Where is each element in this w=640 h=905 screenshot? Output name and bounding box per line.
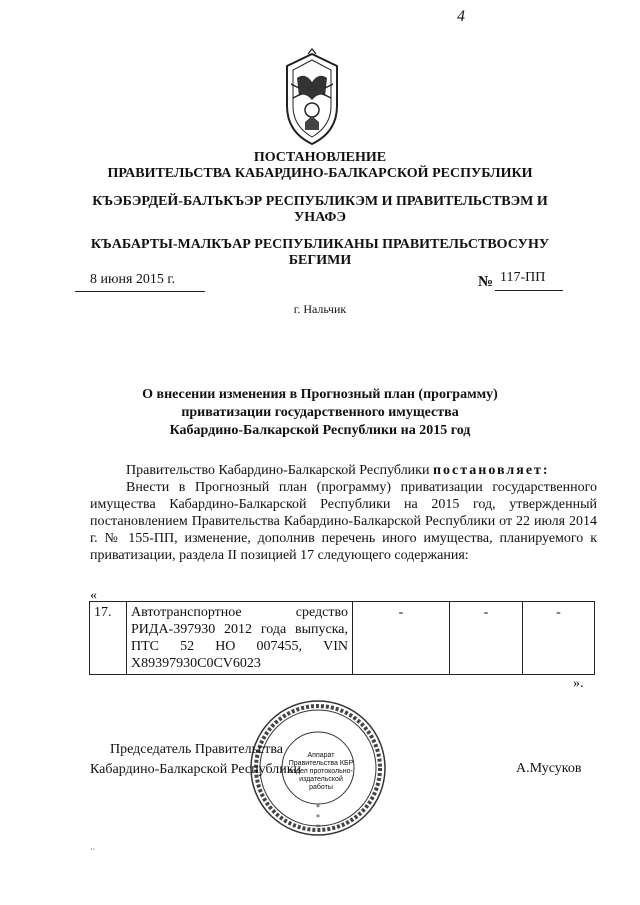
footer-mark: ·· xyxy=(90,845,96,854)
number-underline xyxy=(495,290,563,291)
cell-column-3: - xyxy=(353,602,450,675)
document-number: 117-ПП xyxy=(500,270,546,285)
paragraph-resolves-prefix: Правительство Кабардино-Балкарской Республики xyxy=(126,463,430,478)
title-line-balkar: КЪАБАРТЫ-МАЛКЪАР РЕСПУБЛИКАНЫ ПРАВИТЕЛЬСТВОСУНУ БЕГИМИ xyxy=(90,237,550,268)
svg-text:*: * xyxy=(316,803,320,812)
amendment-table xyxy=(89,601,595,675)
quote-open: « xyxy=(90,588,97,603)
signer-name: А.Мусуков xyxy=(516,761,582,776)
number-label: № xyxy=(478,274,494,290)
coat-of-arms-emblem xyxy=(275,48,349,148)
city: г. Нальчик xyxy=(293,302,347,316)
svg-text:*: * xyxy=(316,813,320,822)
cell-asset-name: Автотранспортное средство РИДА-397930 2012 года выпуска, ПТС 52 НО 007455, VIN X89397930C0CV6023 xyxy=(127,602,353,675)
cell-column-5: - xyxy=(523,602,595,675)
svg-text:*: * xyxy=(316,823,320,832)
subject-line-2: приватизации государственного имущества xyxy=(181,405,459,420)
paragraph-resolves-keyword: постановляет: xyxy=(432,463,550,478)
subject-line-1: О внесении изменения в Прогнозный план (программу) xyxy=(142,387,498,402)
paragraph-amendment: Внести в Прогнозный план (программу) приватизации государственного имущества Кабардино-Балкарской Республики на 2015 год, утвержденный постановлением Правительства Кабардино-Балкарской Республики от 22 июля 2014 г. № 155-ПП, изменение, дополнив перечень иного имущества, планируемого к приватизации, раздела II позицией 17 следующего содержания: xyxy=(90,480,597,563)
cell-column-4: - xyxy=(450,602,523,675)
signature-title-line-2: Кабардино-Балкарской Республики xyxy=(90,762,301,777)
table-row xyxy=(90,602,595,675)
page-number: 4 xyxy=(457,8,465,25)
document-date: 8 июня 2015 г. xyxy=(90,272,176,287)
title-line-2: ПРАВИТЕЛЬСТВА КАБАРДИНО-БАЛКАРСКОЙ РЕСПУБЛИКИ xyxy=(107,166,533,181)
title-line-kabardian: КЪЭБЭРДЕЙ-БАЛЪКЪЭР РЕСПУБЛИКЭМ И ПРАВИТЕЛЬСТВЭМ И УНАФЭ xyxy=(92,194,548,225)
title-line-1: ПОСТАНОВЛЕНИЕ xyxy=(253,150,387,165)
paragraph-resolves xyxy=(90,462,597,479)
seal-center-text: Аппарат Правительства КБР отдел протокольно-издательской работы xyxy=(288,752,354,791)
subject-line-3: Кабардино-Балкарской Республики на 2015 год xyxy=(169,423,471,438)
document-subject xyxy=(100,386,540,440)
cell-position-number: 17. xyxy=(90,602,127,675)
date-underline xyxy=(75,291,205,292)
signature-title-line-1: Председатель Правительства xyxy=(110,742,283,757)
quote-close: ». xyxy=(573,676,584,691)
